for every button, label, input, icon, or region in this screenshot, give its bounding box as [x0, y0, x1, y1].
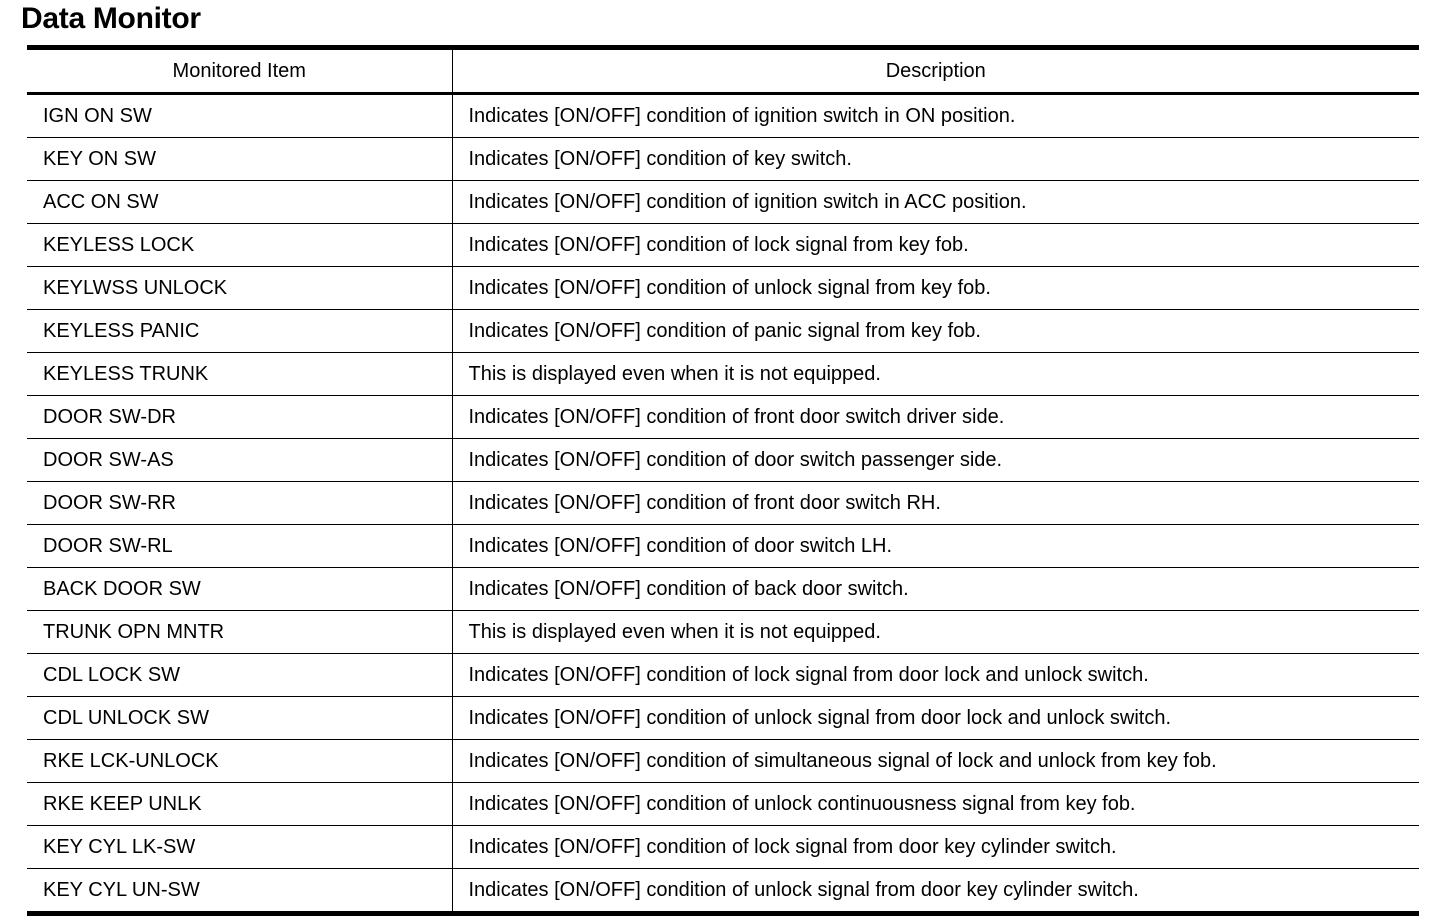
monitored-item-cell: KEY CYL LK-SW — [27, 826, 452, 869]
description-cell: Indicates [ON/OFF] condition of back door switch. — [452, 568, 1419, 611]
table-row — [27, 439, 1419, 482]
monitored-item-cell: KEY CYL UN-SW — [27, 869, 452, 914]
table-row — [27, 224, 1419, 267]
table-row — [27, 697, 1419, 740]
description-cell: Indicates [ON/OFF] condition of front door switch RH. — [452, 482, 1419, 525]
monitored-item-cell: KEYLESS TRUNK — [27, 353, 452, 396]
table-row — [27, 869, 1419, 914]
monitored-item-cell: DOOR SW-RL — [27, 525, 452, 568]
monitored-item-cell: CDL UNLOCK SW — [27, 697, 452, 740]
table-row — [27, 138, 1419, 181]
table-row — [27, 482, 1419, 525]
header-row — [27, 48, 1419, 94]
table-row — [27, 783, 1419, 826]
monitored-item-cell: ACC ON SW — [27, 181, 452, 224]
table-row — [27, 525, 1419, 568]
description-cell: This is displayed even when it is not equipped. — [452, 353, 1419, 396]
monitored-item-cell: KEYLESS PANIC — [27, 310, 452, 353]
table-row — [27, 94, 1419, 138]
monitored-item-cell: DOOR SW-AS — [27, 439, 452, 482]
table-row — [27, 611, 1419, 654]
monitored-item-cell: RKE LCK-UNLOCK — [27, 740, 452, 783]
table-row — [27, 181, 1419, 224]
description-cell: Indicates [ON/OFF] condition of ignition switch in ACC position. — [452, 181, 1419, 224]
monitored-item-cell: IGN ON SW — [27, 94, 452, 138]
description-cell: Indicates [ON/OFF] condition of unlock signal from door key cylinder switch. — [452, 869, 1419, 914]
monitored-item-cell: KEYLESS LOCK — [27, 224, 452, 267]
description-cell: Indicates [ON/OFF] condition of simultaneous signal of lock and unlock from key fob. — [452, 740, 1419, 783]
monitored-item-cell: KEYLWSS UNLOCK — [27, 267, 452, 310]
monitored-item-cell: CDL LOCK SW — [27, 654, 452, 697]
description-cell: Indicates [ON/OFF] condition of unlock signal from door lock and unlock switch. — [452, 697, 1419, 740]
table-row — [27, 267, 1419, 310]
description-cell: Indicates [ON/OFF] condition of lock signal from key fob. — [452, 224, 1419, 267]
description-cell: Indicates [ON/OFF] condition of front door switch driver side. — [452, 396, 1419, 439]
data-monitor-table-container — [27, 45, 1419, 916]
description-cell: Indicates [ON/OFF] condition of unlock signal from key fob. — [452, 267, 1419, 310]
description-cell: Indicates [ON/OFF] condition of key switch. — [452, 138, 1419, 181]
monitored-item-cell: DOOR SW-DR — [27, 396, 452, 439]
monitored-item-cell: KEY ON SW — [27, 138, 452, 181]
description-cell: Indicates [ON/OFF] condition of lock signal from door lock and unlock switch. — [452, 654, 1419, 697]
page-title: Data Monitor — [21, 2, 201, 35]
column-header-description: Description — [452, 48, 1419, 94]
description-cell: Indicates [ON/OFF] condition of door switch passenger side. — [452, 439, 1419, 482]
table-row — [27, 654, 1419, 697]
table-row — [27, 826, 1419, 869]
description-cell: Indicates [ON/OFF] condition of door switch LH. — [452, 525, 1419, 568]
table-row — [27, 353, 1419, 396]
table-row — [27, 568, 1419, 611]
monitored-item-cell: BACK DOOR SW — [27, 568, 452, 611]
monitored-item-cell: RKE KEEP UNLK — [27, 783, 452, 826]
description-cell: Indicates [ON/OFF] condition of unlock continuousness signal from key fob. — [452, 783, 1419, 826]
description-cell: Indicates [ON/OFF] condition of ignition switch in ON position. — [452, 94, 1419, 138]
data-monitor-table — [27, 45, 1419, 916]
table-header — [27, 48, 1419, 94]
description-cell: Indicates [ON/OFF] condition of lock signal from door key cylinder switch. — [452, 826, 1419, 869]
table-row — [27, 396, 1419, 439]
table-body — [27, 94, 1419, 914]
description-cell: Indicates [ON/OFF] condition of panic signal from key fob. — [452, 310, 1419, 353]
table-row — [27, 740, 1419, 783]
monitored-item-cell: DOOR SW-RR — [27, 482, 452, 525]
monitored-item-cell: TRUNK OPN MNTR — [27, 611, 452, 654]
description-cell: This is displayed even when it is not equipped. — [452, 611, 1419, 654]
table-row — [27, 310, 1419, 353]
column-header-monitored-item: Monitored Item — [27, 48, 452, 94]
